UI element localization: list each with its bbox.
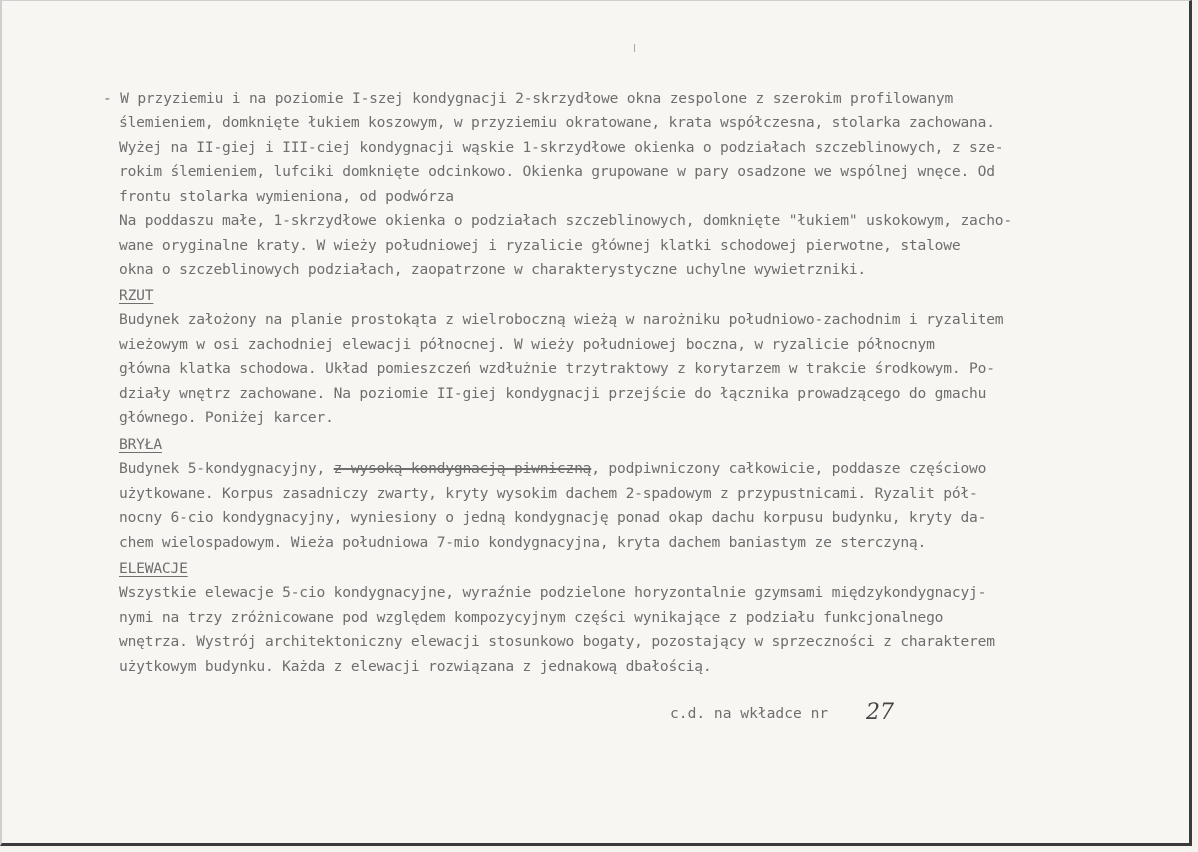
text-line: ślemieniem, domknięte łukiem koszowym, w przyziemiu okratowane, krata współczesna, stolarka zachowana. xyxy=(119,114,995,131)
text-run: Budynek 5-kondygnacyjny, xyxy=(119,460,334,477)
text-line: użytkowane. Korpus zasadniczy zwarty, kryty wysokim dachem 2-spadowym z przypustnicami. Ryzalit pół- xyxy=(119,485,978,502)
text-line: działy wnętrz zachowane. Na poziomie II-giej kondygnacji przejście do łącznika prowadzącego do gmachu xyxy=(119,385,987,402)
section-heading-rzut: RZUT xyxy=(119,287,154,304)
text-line: okna o szczeblinowych podziałach, zaopatrzone w charakterystyczne uchylne wywietrzniki. xyxy=(119,261,866,278)
struck-text: z wysoką kondygnacją piwniczną xyxy=(333,460,592,477)
section-heading-bryla: BRYŁA xyxy=(119,436,162,453)
text-line: główna klatka schodowa. Układ pomieszczeń wzdłużnie trzytraktowy z korytarzem w trakcie środkowym. Po- xyxy=(119,360,995,377)
text-line xyxy=(119,460,986,477)
text-line: rokim ślemieniem, lufciki domknięte odcinkowo. Okienka grupowane w pary osadzone we wspólnej wnęce. Od xyxy=(119,163,995,180)
text-line: wane oryginalne kraty. W wieży południowej i ryzalicie głównej klatki schodowej pierwotne, stalowe xyxy=(119,237,961,254)
text-line: - W przyziemiu i na poziomie I-szej kondygnacji 2-skrzydłowe okna zespolone z szerokim profilowanym xyxy=(103,90,954,107)
text-line: frontu stolarka wymieniona, od podwórza xyxy=(119,188,454,205)
text-line: nymi na trzy zróżnicowane pod względem kompozycyjnym części wynikające z podziału funkcjonalnego xyxy=(119,609,944,626)
handwritten-page-number: 27 xyxy=(866,700,894,725)
text-line: chem wielospadowym. Wieża południowa 7-mio kondygnacyjna, kryta dachem baniastym ze sterczyną. xyxy=(119,534,927,551)
text-line: użytkowym budynku. Każda z elewacji rozwiązana z jednakową dbałością. xyxy=(119,658,712,675)
continuation-note: c.d. na wkładce nr xyxy=(670,705,829,722)
section-heading-elewacje: ELEWACJE xyxy=(119,560,188,577)
text-line: głównego. Poniżej karcer. xyxy=(119,409,334,426)
text-run: , podpiwniczony całkowicie, poddasze częściowo xyxy=(591,460,987,477)
text-line: Na poddaszu małe, 1-skrzydłowe okienka o podziałach szczeblinowych, domknięte "łukiem" uskokowym, zacho- xyxy=(119,212,1012,229)
text-line: Wyżej na II-giej i III-ciej kondygnacji wąskie 1-skrzydłowe okienka o podziałach szczeblinowych, z sze- xyxy=(119,139,1004,156)
text-line: Budynek założony na planie prostokąta z wielroboczną wieżą w narożniku południowo-zachodnim i ryzalitem xyxy=(119,311,1004,328)
text-line: Wszystkie elewacje 5-cio kondygnacyjne, wyraźnie podzielone horyzontalnie gzymsami międzykondygnacyj- xyxy=(119,584,987,601)
text-line: wnętrza. Wystrój architektoniczny elewacji stosunkowo bogaty, pozostający w sprzeczności z charakterem xyxy=(119,633,995,650)
text-line: wieżowym w osi zachodniej elewacji północnej. W wieży południowej boczna, w ryzalicie północnym xyxy=(119,336,935,353)
text-line: nocny 6-cio kondygnacyjny, wyniesiony o jedną kondygnację ponad okap dachu korpusu budynku, kryty da- xyxy=(119,509,987,526)
